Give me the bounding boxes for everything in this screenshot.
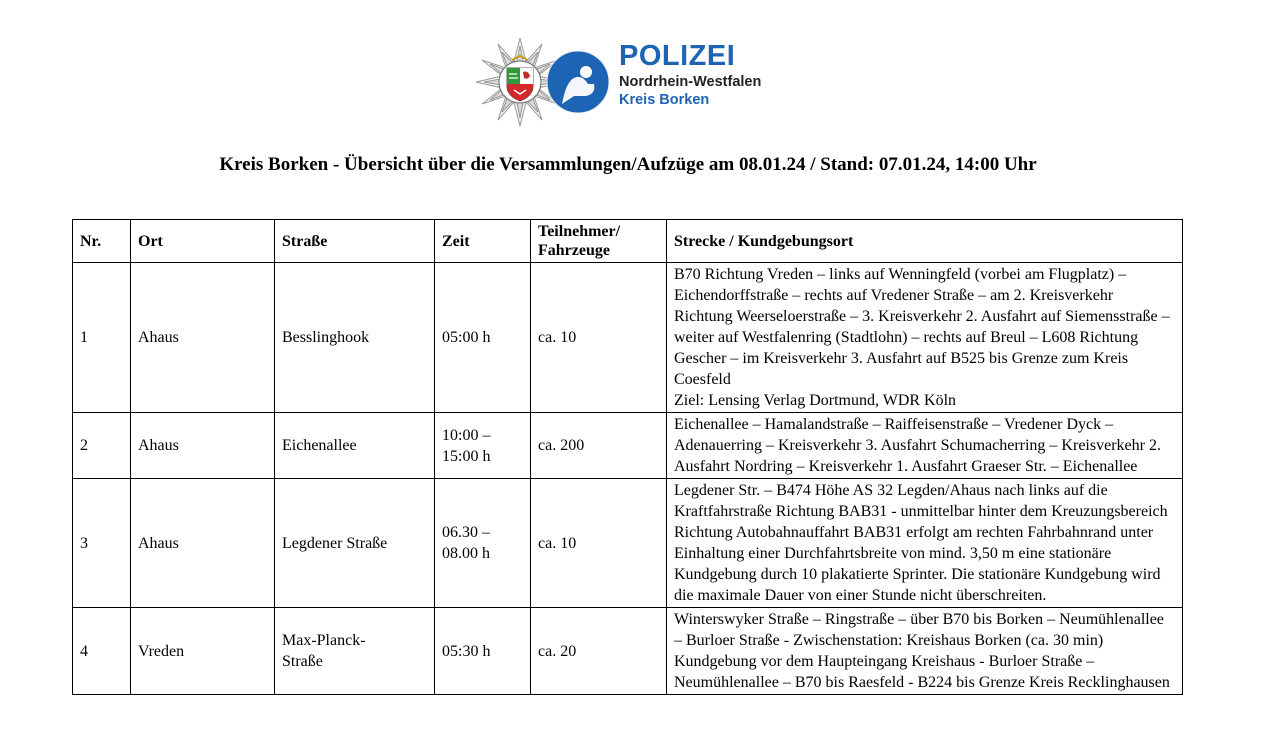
cell-strecke — [667, 413, 1183, 479]
header-strecke: Strecke / Kundgebungsort — [667, 220, 1183, 263]
cell-teilnehmer: ca. 20 — [531, 608, 667, 695]
document-heading: Kreis Borken - Übersicht über die Versammlungen/Aufzüge am 08.01.24 / Stand: 07.01.24, 14:00 Uhr — [219, 154, 1037, 175]
cell-teilnehmer: ca. 10 — [531, 263, 667, 413]
cell-ort: Ahaus — [131, 479, 275, 608]
police-logo — [474, 32, 786, 132]
table-row — [73, 608, 1183, 695]
route-line: Neumühlenallee – B70 bis Raesfeld - B224 bis Grenze Kreis Recklinghausen — [674, 674, 1170, 691]
header-teilnehmer-line2: Fahrzeuge — [538, 242, 610, 259]
cell-nr: 3 — [73, 479, 131, 608]
route-line: Ausfahrt Nordring – Kreisverkehr 1. Ausfahrt Graeser Str. – Eichenallee — [674, 458, 1138, 475]
cell-zeit-line1: 05:30 h — [442, 642, 491, 660]
logo-district: Kreis Borken — [619, 92, 710, 108]
cell-zeit — [435, 263, 531, 413]
cell-strasse: Legdener Straße — [275, 479, 435, 608]
cell-ort: Ahaus — [131, 263, 275, 413]
table-row — [73, 413, 1183, 479]
route-line: Einhaltung einer Durchfahrtsbreite von mind. 3,50 m eine stationäre — [674, 545, 1112, 562]
header-nr: Nr. — [73, 220, 131, 263]
table-header-row — [73, 220, 1183, 263]
assembly-table — [72, 219, 1183, 695]
cell-strecke — [667, 479, 1183, 608]
route-line: Eichenallee – Hamalandstraße – Raiffeisenstraße – Vredener Dyck – — [674, 416, 1114, 433]
cell-strecke — [667, 263, 1183, 413]
logo-title: POLIZEI — [619, 40, 736, 72]
cell-nr: 4 — [73, 608, 131, 695]
header-zeit: Zeit — [435, 220, 531, 263]
route-line: Kraftfahrstraße Richtung BAB31 - unmittelbar hinter dem Kreuzungsbereich — [674, 503, 1168, 520]
route-line: Eichendorffstraße – rechts auf Vredener Straße – am 2. Kreisverkehr — [674, 287, 1114, 304]
route-line: die maximale Dauer von einer Stunde nicht überschreiten. — [674, 587, 1047, 604]
cell-teilnehmer: ca. 200 — [531, 413, 667, 479]
cell-ort: Vreden — [131, 608, 275, 695]
route-line: Richtung Autobahnauffahrt BAB31 erfolgt am rechten Fahrbahnrand unter — [674, 524, 1154, 541]
cell-strasse: Besslinghook — [275, 263, 435, 413]
route-line: weiter auf Westfalenring (Stadtlohn) – rechts auf Breul – L608 Richtung — [674, 329, 1139, 346]
route-line: Kundgebung vor dem Haupteingang Kreishaus - Burloer Straße – — [674, 653, 1095, 670]
cell-strasse-line1: Max-Planck- — [282, 632, 366, 649]
cell-strasse-line2: Straße — [282, 653, 323, 670]
cell-zeit-line2: 15:00 h — [442, 447, 491, 465]
header-ort: Ort — [131, 220, 275, 263]
route-line: Adenauerring – Kreisverkehr 3. Ausfahrt Schumacherring – Kreisverkehr 2. — [674, 437, 1161, 454]
route-line: Kundgebung durch 10 plakatierte Sprinter. Die stationäre Kundgebung wird — [674, 566, 1161, 583]
police-star-icon — [474, 32, 614, 132]
route-line: Legdener Str. – B474 Höhe AS 32 Legden/Ahaus nach links auf die — [674, 482, 1108, 499]
route-line: B70 Richtung Vreden – links auf Wenningfeld (vorbei am Flugplatz) – — [674, 266, 1127, 283]
cell-zeit — [435, 479, 531, 608]
logo-subtitle: Nordrhein-Westfalen — [619, 74, 762, 90]
cell-strasse — [275, 608, 435, 695]
cell-ort: Ahaus — [131, 413, 275, 479]
route-line: Gescher – im Kreisverkehr 3. Ausfahrt auf B525 bis Grenze zum Kreis — [674, 350, 1129, 367]
route-line: Winterswyker Straße – Ringstraße – über B70 bis Borken – Neumühlenallee — [674, 611, 1164, 628]
cell-zeit-line1: 10:00 – — [442, 426, 491, 444]
cell-zeit-line1: 06.30 – — [442, 524, 490, 541]
route-line: Ziel: Lensing Verlag Dortmund, WDR Köln — [674, 392, 957, 409]
cell-zeit-line1: 05:00 h — [442, 329, 491, 346]
header-teilnehmer — [531, 220, 667, 263]
cell-zeit-line2: 08.00 h — [442, 545, 490, 562]
cell-strecke — [667, 608, 1183, 695]
table-row — [73, 263, 1183, 413]
route-line: Richtung Weerseloerstraße – 3. Kreisverkehr 2. Ausfahrt auf Siemensstraße – — [674, 308, 1170, 325]
cell-zeit — [435, 608, 531, 695]
cell-strasse: Eichenallee — [275, 413, 435, 479]
header-teilnehmer-line1: Teilnehmer/ — [538, 223, 621, 240]
cell-nr: 1 — [73, 263, 131, 413]
header-strasse: Straße — [275, 220, 435, 263]
route-line: – Burloer Straße - Zwischenstation: Kreishaus Borken (ca. 30 min) — [674, 632, 1104, 649]
route-line: Coesfeld — [674, 371, 731, 388]
cell-zeit — [435, 413, 531, 479]
cell-teilnehmer: ca. 10 — [531, 479, 667, 608]
logo-text — [619, 40, 761, 109]
cell-nr: 2 — [73, 413, 131, 479]
table-row — [73, 479, 1183, 608]
